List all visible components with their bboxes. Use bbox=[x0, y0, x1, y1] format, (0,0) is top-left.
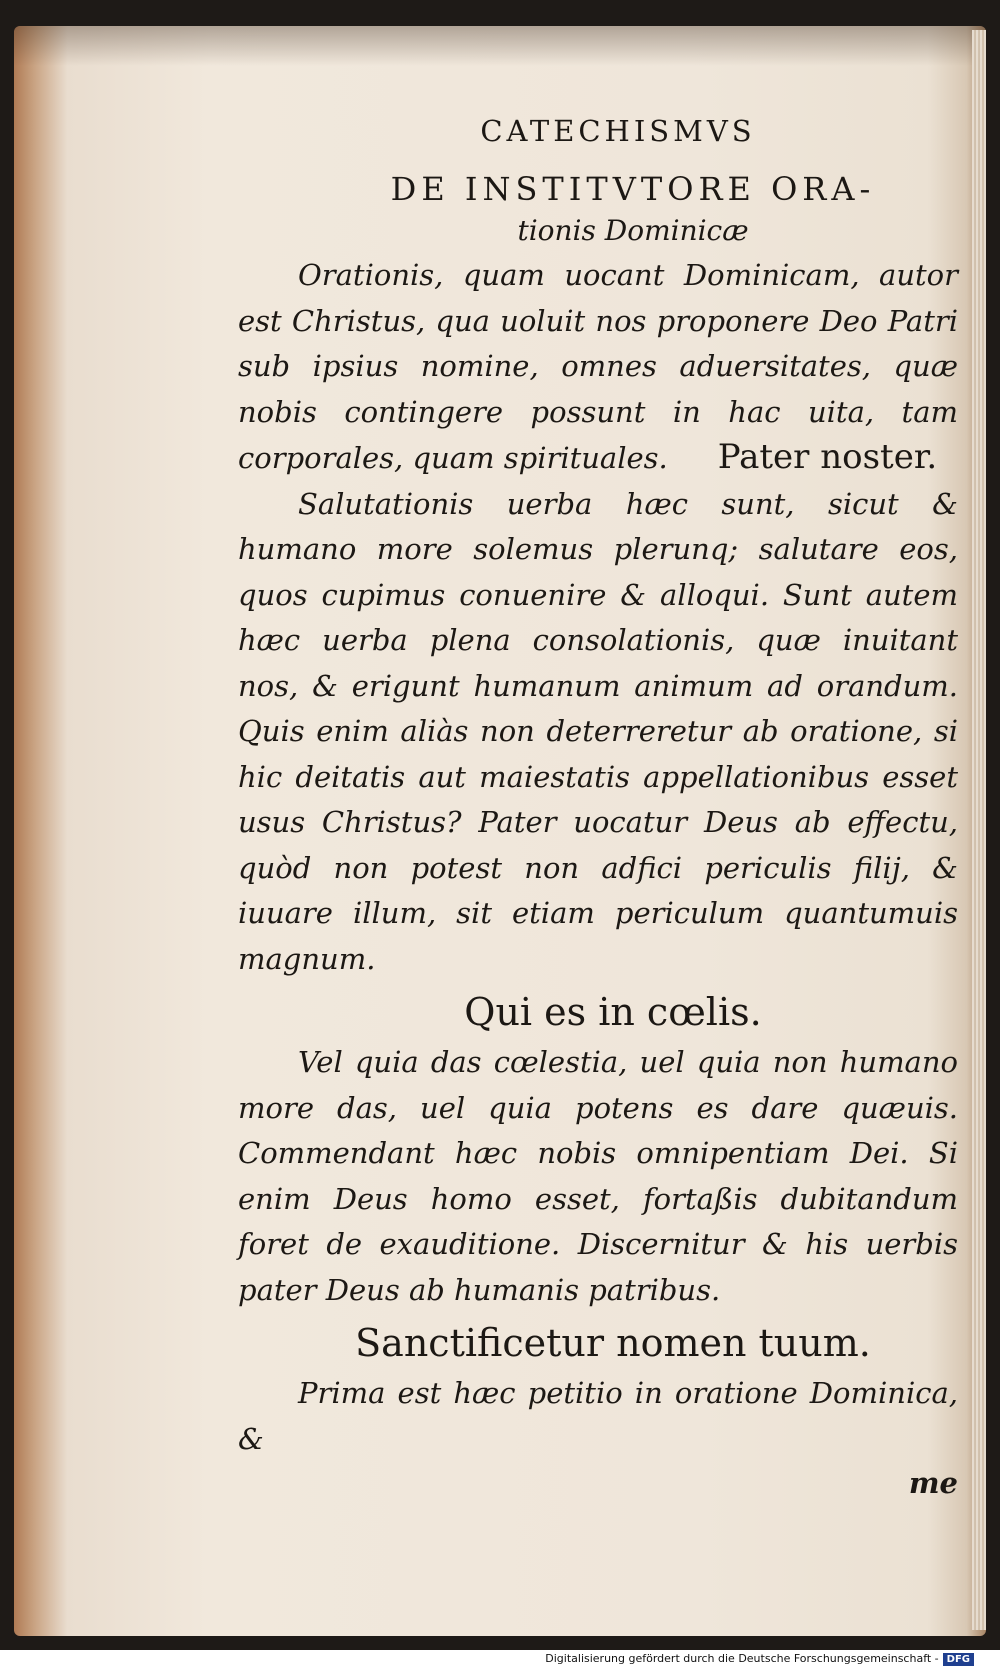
paragraph-vel-quia: Vel quia das cœlestia, uel quia non humano more das, uel quia potens es dare quæuis. Commendant hæc nobis omnipentiam Dei. Si enim Deus homo esset, fortaßis dubitandum foret de exauditione. Discernitur & his uerbis pater Deus ab humanis patribus. bbox=[238, 1045, 958, 1307]
page-edge bbox=[972, 30, 986, 1630]
paragraph-orationis bbox=[238, 253, 958, 482]
running-head: CATECHISMVS bbox=[480, 114, 756, 148]
heading-pater-noster: Pater noster. bbox=[717, 437, 938, 477]
dfg-logo: DFG bbox=[943, 1653, 974, 1666]
page-text bbox=[238, 100, 958, 1500]
chapter-title-continuation: tionis Dominicæ bbox=[517, 214, 749, 247]
credit-text: Digitalisierung gefördert durch die Deutsche Forschungsgemeinschaft - bbox=[545, 1652, 939, 1665]
digitization-credit bbox=[0, 1652, 974, 1666]
chapter-title: DE INSTITVTORE ORA- bbox=[390, 170, 876, 208]
heading-sanctificetur: Sanctificetur nomen tuum. bbox=[355, 1321, 871, 1365]
page-shadow bbox=[14, 26, 986, 66]
heading-qui-es-in-coelis: Qui es in cœlis. bbox=[464, 990, 762, 1034]
paragraph-orationis-text: Orationis, quam uocant Dominicam, autor est Christus, qua uoluit nos proponere Deo Patri sub ipsius nomine, omnes aduersitates, quæ nobis contingere possunt in hac uita, tam corporales, quam spirituales. bbox=[238, 258, 958, 475]
catchword: me bbox=[908, 1466, 958, 1500]
paragraph-salutationis: Salutationis uerba hæc sunt, sicut & humano more solemus plerunq; salutare eos, quos cupimus conuenire & alloqui. Sunt autem hæc uerba plena consolationis, quæ inuitant nos, & erigunt humanum animum ad orandum. Quis enim aliàs non deterreretur ab oratione, si hic deitatis aut maiestatis appellationibus esset usus Christus? Pater uocatur Deus ab effectu, quòd non potest non adfici periculis filij, & iuuare illum, sit etiam periculum quantumuis magnum. bbox=[238, 486, 958, 976]
paragraph-prima: Prima est hæc petitio in oratione Dominica, & bbox=[238, 1376, 958, 1456]
